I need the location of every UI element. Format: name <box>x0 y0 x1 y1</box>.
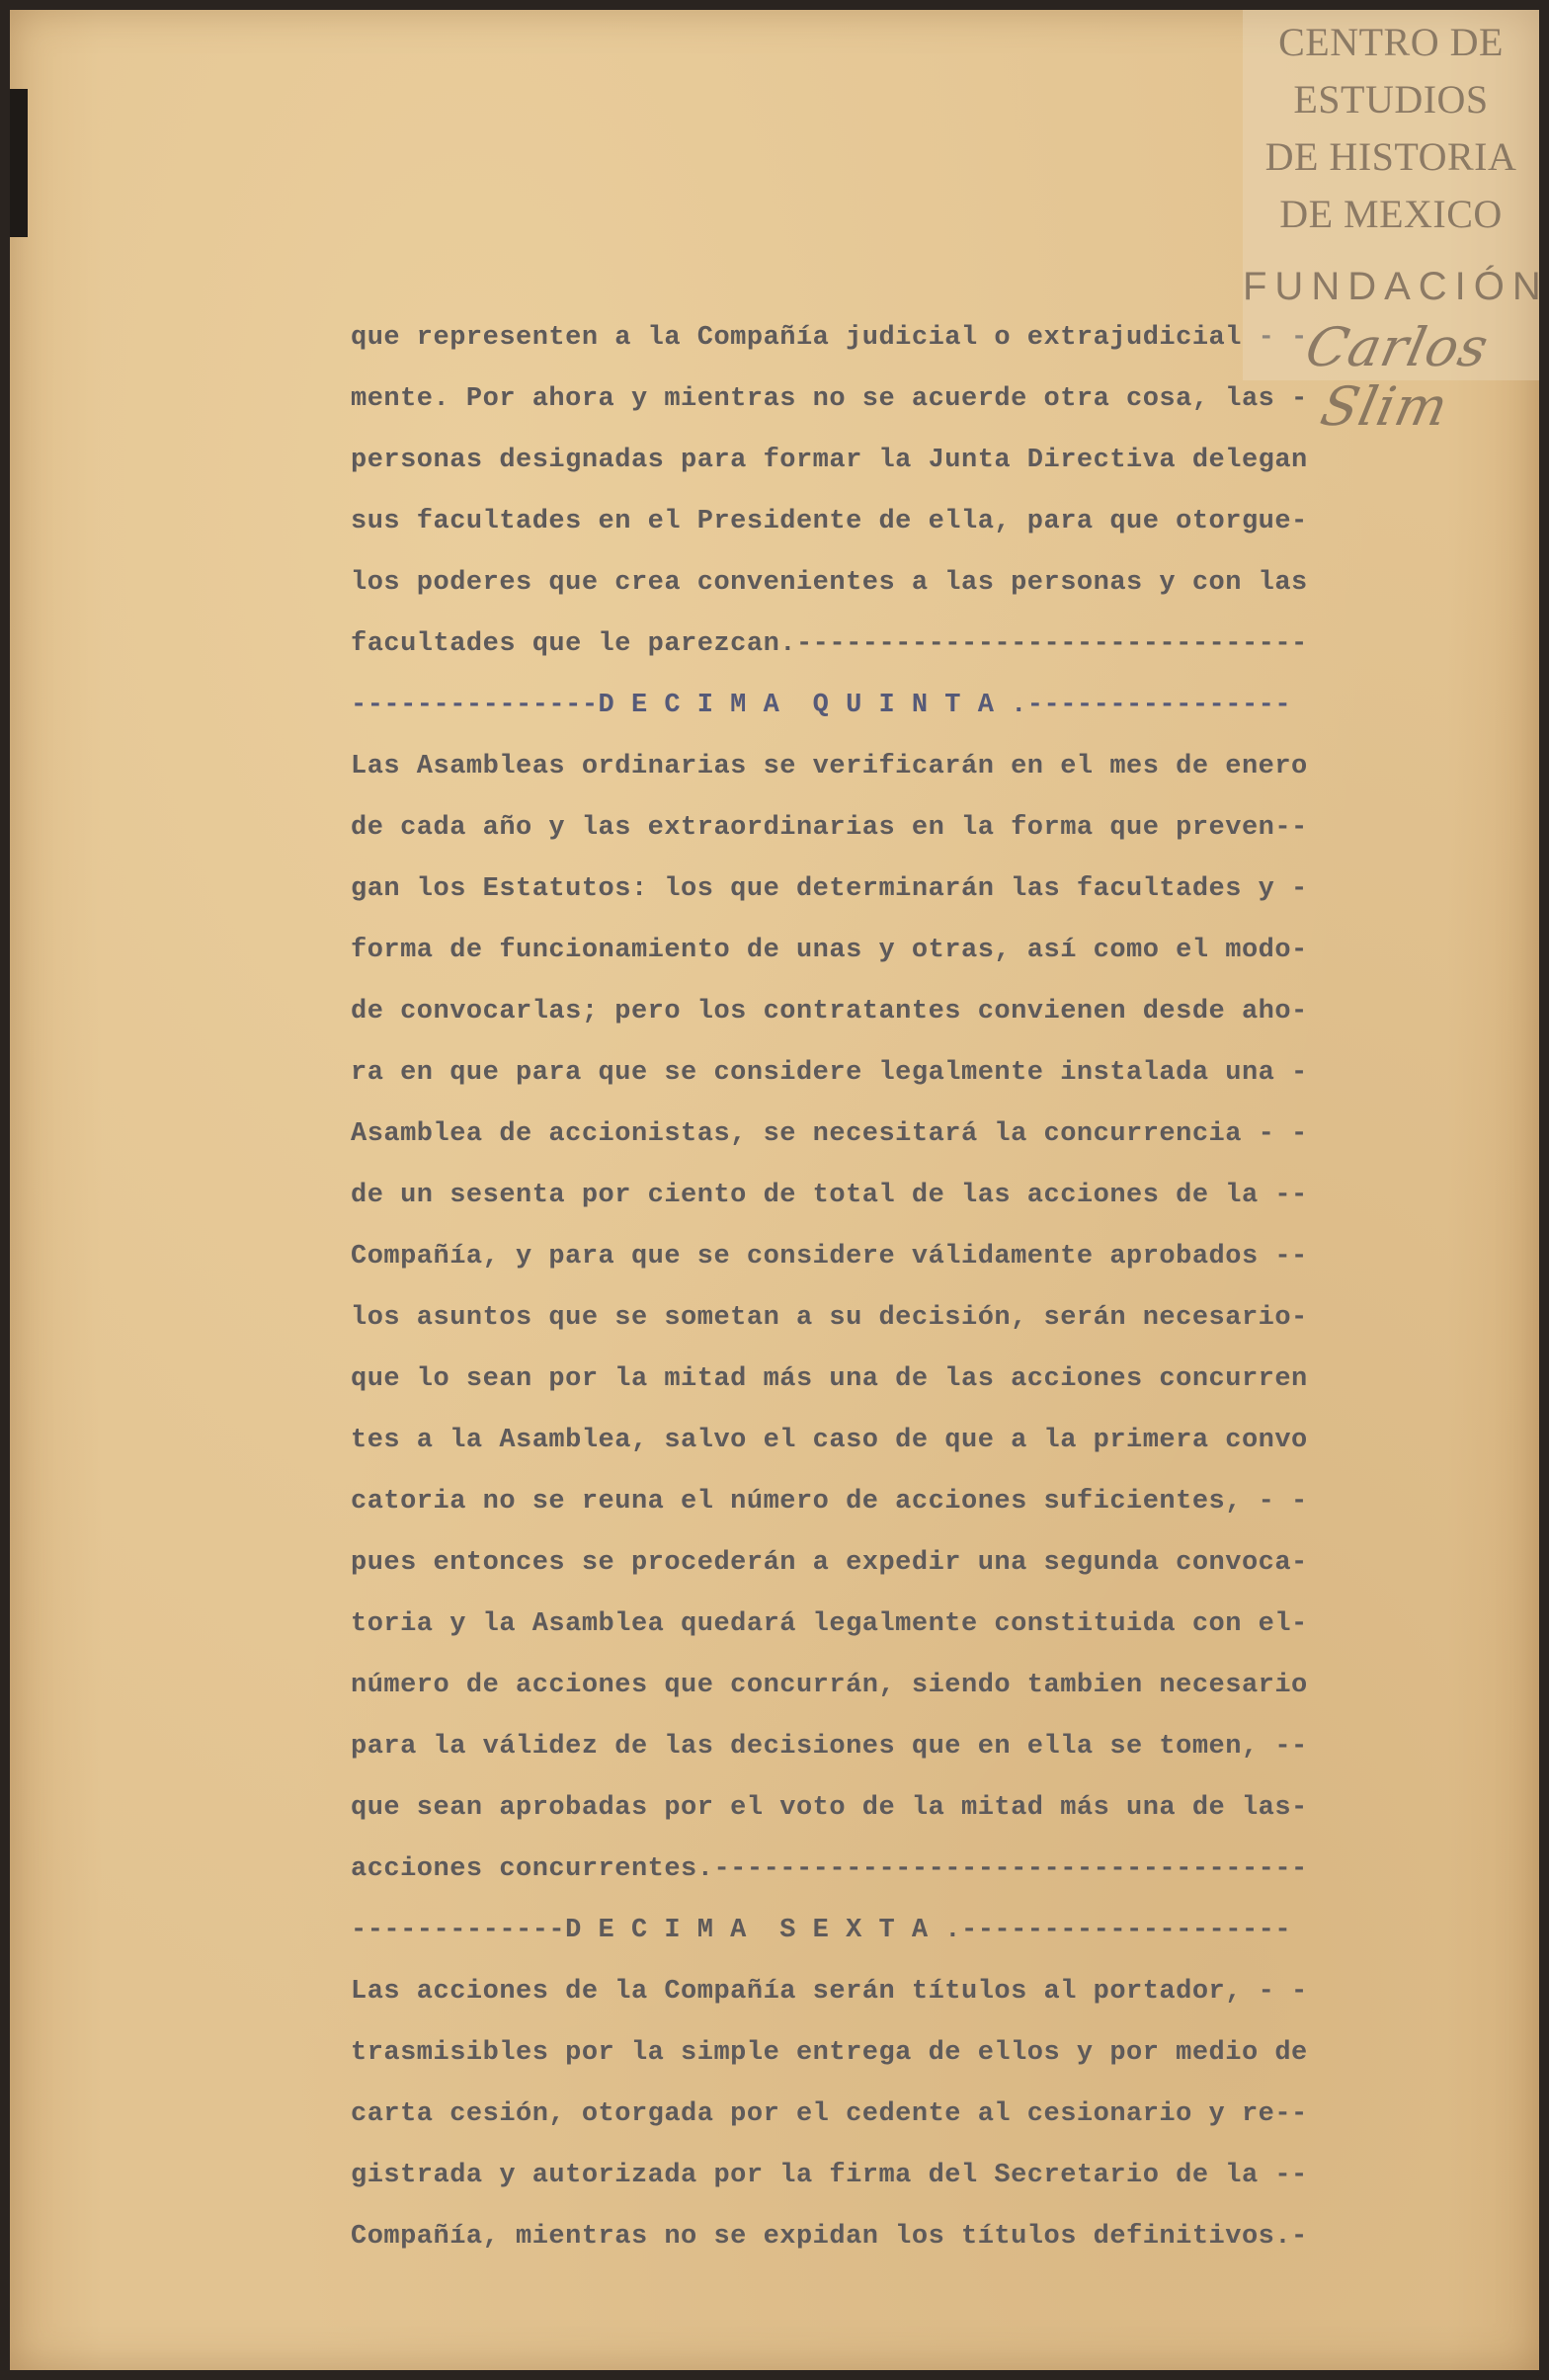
text-line: Asamblea de accionistas, se necesitará la concurrencia - - <box>351 1119 1308 1149</box>
text-line: que lo sean por la mitad más una de las acciones concurren <box>351 1364 1308 1394</box>
text-line: Compañía, mientras no se expidan los títulos definitivos.- <box>351 2222 1308 2252</box>
text-line: personas designadas para formar la Junta Directiva delegan <box>351 446 1308 475</box>
text-line: Compañía, y para que se considere válidamente aprobados -- <box>351 1242 1308 1272</box>
watermark-line: DE MEXICO <box>1279 192 1503 236</box>
text-line: mente. Por ahora y mientras no se acuerde otra cosa, las - <box>351 384 1308 414</box>
text-line: para la válidez de las decisiones que en ella se tomen, -- <box>351 1732 1308 1762</box>
typed-text-body <box>351 315 1410 2275</box>
text-line: gan los Estatutos: los que determinarán las facultades y - <box>351 874 1308 904</box>
watermark-line: DE HISTORIA <box>1264 134 1517 179</box>
text-line: los poderes que crea convenientes a las personas y con las <box>351 568 1308 598</box>
text-line: catoria no se reuna el número de acciones suficientes, - - <box>351 1487 1308 1517</box>
text-line: Las acciones de la Compañía serán títulos al portador, - - <box>351 1977 1308 2007</box>
text-line: carta cesión, otorgada por el cedente al cesionario y re-- <box>351 2099 1308 2129</box>
watermark-line: ESTUDIOS <box>1293 77 1489 122</box>
text-line: de un sesenta por ciento de total de las acciones de la -- <box>351 1181 1308 1210</box>
text-line: facultades que le parezcan.------------------------------- <box>351 629 1308 659</box>
watermark-line: CENTRO DE <box>1278 20 1504 64</box>
text-line: trasmisibles por la simple entrega de ellos y por medio de <box>351 2038 1308 2068</box>
clause-heading-decima-sexta: -------------D E C I M A S E X T A .-------------------- <box>351 1916 1292 1945</box>
binding-edge-mark <box>10 89 28 237</box>
text-line: Las Asambleas ordinarias se verificarán en el mes de enero <box>351 752 1308 781</box>
watermark-signature: Carlos Slim <box>1300 316 1495 438</box>
archive-watermark <box>1243 10 1549 438</box>
watermark-foundation: FUNDACIÓN <box>1243 265 1549 308</box>
text-line: que representen a la Compañía judicial o extrajudicial - - <box>351 323 1308 353</box>
text-line: forma de funcionamiento de unas y otras, así como el modo- <box>351 936 1308 965</box>
text-line: que sean aprobadas por el voto de la mitad más una de las- <box>351 1793 1308 1823</box>
text-line: acciones concurrentes.------------------------------------ <box>351 1854 1308 1884</box>
text-line: los asuntos que se sometan a su decisión, serán necesario- <box>351 1303 1308 1333</box>
text-line: sus facultades en el Presidente de ella, para que otorgue- <box>351 507 1308 536</box>
text-line: tes a la Asamblea, salvo el caso de que a la primera convo <box>351 1426 1308 1455</box>
text-line: ra en que para que se considere legalmente instalada una - <box>351 1058 1308 1088</box>
text-line: de convocarlas; pero los contratantes convienen desde aho- <box>351 997 1308 1026</box>
text-line: número de acciones que concurrán, siendo tambien necesario <box>351 1671 1308 1700</box>
text-line: de cada año y las extraordinarias en la forma que preven-- <box>351 813 1308 843</box>
text-line: pues entonces se procederán a expedir una segunda convoca- <box>351 1548 1308 1578</box>
text-line: gistrada y autorizada por la firma del Secretario de la -- <box>351 2161 1308 2190</box>
clause-heading-decima-quinta: ---------------D E C I M A Q U I N T A .---------------- <box>351 691 1292 720</box>
text-line: toria y la Asamblea quedará legalmente constituida con el- <box>351 1609 1308 1639</box>
